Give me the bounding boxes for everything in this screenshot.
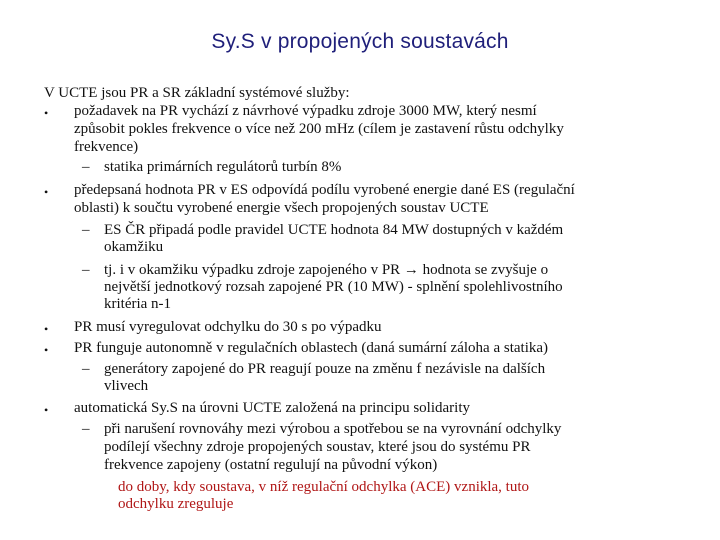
slide-title: Sy.S v propojených soustavách: [211, 30, 509, 53]
sub-5-line-2: podílejí všechny zdroje propojených soustav, které jsou do systému PR: [104, 439, 531, 455]
sub-4-line-2: vlivech: [104, 378, 149, 394]
highlight-line-1: do doby, kdy soustava, v níž regulační odchylka (ACE) vznikla, tuto: [118, 479, 530, 495]
sub-1-line-1: statika primárních regulátorů turbín 8%: [104, 159, 342, 175]
sub-1-dash: –: [82, 159, 90, 175]
sub-5-dash: –: [82, 421, 90, 437]
sub-4-dash: –: [82, 361, 90, 377]
sub-2a-line-1: ES ČR připadá podle pravidel UCTE hodnota 84 MW dostupných v každém: [104, 222, 564, 238]
bullet-4-marker: •: [44, 343, 49, 357]
bullet-1-line-3: frekvence): [74, 139, 139, 155]
intro-line: V UCTE jsou PR a SR základní systémové služby:: [44, 85, 350, 101]
sub-4-line-1: generátory zapojené do PR reagují pouze na změnu f nezávisle na dalších: [104, 361, 546, 377]
bullet-3-marker: •: [44, 322, 49, 336]
sub-2a-line-2: okamžiku: [104, 239, 164, 255]
bullet-1-line-1: požadavek na PR vychází z návrhové výpadku zdroje 3000 MW, který nesmí: [74, 103, 537, 119]
bullet-5-marker: •: [44, 403, 49, 417]
sub-2a-dash: –: [82, 222, 90, 238]
highlight-line-2: odchylku zreguluje: [118, 496, 234, 512]
bullet-5-line-1: automatická Sy.S na úrovni UCTE založená na principu solidarity: [74, 400, 471, 416]
bullet-1-line-2: způsobit pokles frekvence o více než 200 mHz (cílem je zastavení růstu odchylky: [74, 121, 564, 137]
bullet-3-line-1: PR musí vyregulovat odchylku do 30 s po výpadku: [74, 319, 382, 335]
sub-5-line-1: při narušení rovnováhy mezi výrobou a spotřebou se na vyrovnání odchylky: [104, 421, 562, 437]
bullet-1-marker: •: [44, 106, 49, 120]
bullet-2-line-2: oblasti) k součtu vyrobené energie všech propojených soustav UCTE: [74, 200, 489, 216]
sub-2b-dash: –: [82, 262, 90, 278]
sub-2b-line-3: kritéria n-1: [104, 296, 172, 312]
sub-2b-line-2: největší jednotkový rozsah zapojené PR (10 MW) - splnění spolehlivostního: [104, 279, 563, 295]
bullet-4-line-1: PR funguje autonomně v regulačních oblastech (daná sumární záloha a statika): [74, 340, 549, 356]
bullet-2-marker: •: [44, 185, 49, 199]
bullet-2-line-1: předepsaná hodnota PR v ES odpovídá podílu vyrobené energie dané ES (regulační: [74, 182, 575, 198]
sub-5-line-3: frekvence zapojeny (ostatní regulují na původní výkon): [104, 457, 438, 473]
sub-2b-line-1: tj. i v okamžiku výpadku zdroje zapojeného v PR → hodnota se zvyšuje o: [104, 262, 549, 278]
